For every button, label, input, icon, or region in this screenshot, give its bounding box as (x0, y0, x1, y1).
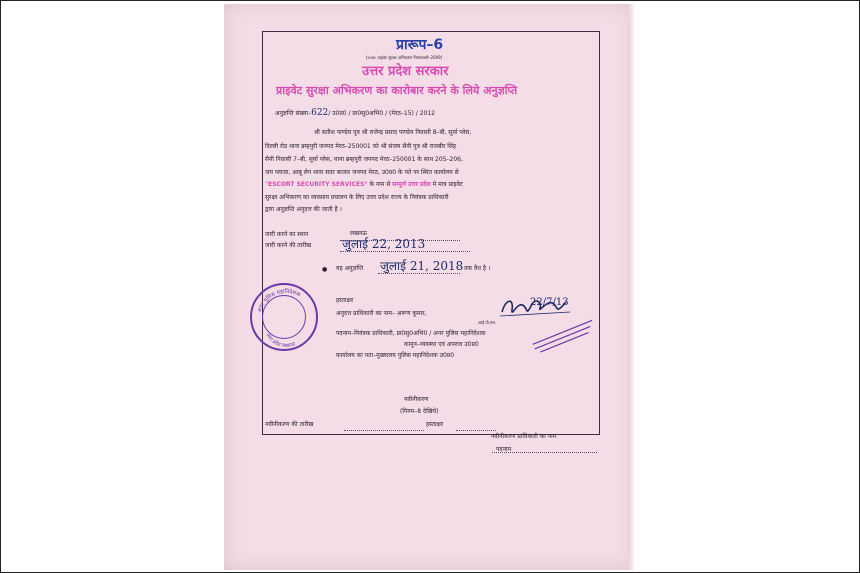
official-stamp (250, 283, 318, 351)
operating-area: सम्पूर्ण उत्तर प्रदेश (392, 181, 431, 188)
renewal-sign-line (456, 430, 496, 431)
renewal-date-line (344, 430, 424, 431)
issue-date-line (340, 251, 470, 252)
signature-label: हस्ताक्षर (336, 297, 354, 304)
body-line-3: सैनी निवासी 7–बी, सूर्या प्लेस, थाना ब्रम्हपुरी जनपद मेरठ–250001 के साथ 205–206, (265, 156, 463, 163)
body-line-2: दिल्ली रोड थाना ब्रम्हपुरी जनपद मेरठ–250001 को श्री संजय सैनी पुत्र श्री राजबीर सिंह (265, 143, 457, 150)
bullet-mark: ● (322, 266, 328, 273)
renewal-title: नवीनीकरण (404, 396, 429, 403)
authority-rank: आई.पी.एस. (478, 320, 497, 325)
form-title: प्रारूप–6 (396, 37, 444, 53)
rule-reference: (उ०प्र० प्राइवेट सुरक्षा अभिकरण नियमावली–2009) (366, 55, 443, 60)
renewal-rule: (नियम–8 देखिये) (400, 408, 439, 415)
issue-date-value: जुलाई 22, 2013 (342, 237, 426, 251)
license-suffix: / उ0प्र0 / प्रा0सु0अभि0 / (मेरठ–15) / 2012 (328, 110, 436, 117)
body-line-4: जय प्लाजा, आबू लेन थाना सदर बाजार जनपद मेरठ, उ0प्र0 के पते पर स्थित कार्यालय से (265, 169, 459, 176)
renewal-sign-label: हस्ताक्षर (426, 421, 444, 428)
validity-prefix: यह अनुज्ञप्ति (336, 265, 364, 272)
issue-place-value: लखनऊ (350, 230, 368, 237)
stamp-bottom-text: उत्तर प्रदेश लखनऊ (264, 332, 297, 350)
body-line-5 (265, 182, 463, 188)
renewal-post-label: पदनाम (496, 446, 512, 453)
license-prefix: अनुज्ञप्ति संख्या– (275, 110, 312, 117)
government-name: उत्तर प्रदेश सरकार (362, 64, 449, 79)
issue-date-label: जारी करने की तारीख (265, 242, 312, 249)
office-address: कार्यालय का पता–मुख्यालय पुलिस महानिदेशक उ0प्र0 (336, 352, 455, 359)
stamp-inner-ring (262, 295, 306, 339)
authority-post-1: पदनाम–नियंत्रक प्राधिकारी, प्रा0सु0अभि0 / अपर पुलिस महानिदेशक (336, 330, 486, 337)
renewal-authority-label: नवीनीकरण प्राधिकारी का नाम (491, 433, 557, 440)
license-number: 622 (311, 108, 329, 118)
designation-seal (522, 318, 606, 354)
renewal-date-label: नवीनीकरण की तारीख (265, 421, 314, 428)
authority-name: अनुदत्त प्राधिकारी का नाम– अरूण कुमार, (336, 310, 427, 317)
body-line-6: सुरक्षा अभिकरण का व्यवसाय प्रचालन के लिए उत्तर प्रदेश राज्य के नियंत्रक प्राधिकारी (265, 194, 449, 201)
body-line-5-end: मे मात्र प्राइवेट (430, 181, 463, 188)
stamp-top-text: अपर पुलिस महानिदेशक (256, 288, 302, 314)
license-number-line (275, 109, 435, 118)
body-line-5-mid: के नाम से (367, 181, 393, 188)
signature-date: 22/7/13 (530, 297, 569, 308)
page-edge (628, 4, 634, 570)
authority-post-2: कानून–व्यवस्था एवं अपराध उ0प्र0 (404, 341, 479, 348)
validity-line (378, 273, 460, 274)
validity-date: जुलाई 21, 2018 (380, 259, 464, 273)
license-heading: प्राइवेट सुरक्षा अभिकरण का कारोबार करने के लिये अनुज्ञप्ति (276, 84, 518, 97)
validity-suffix: तक वैध है । (464, 265, 491, 272)
body-line-7: द्वारा अनुज्ञप्ति अनुदत्त की जाती है । (265, 206, 342, 213)
issue-place-label: जारी करने का स्थान (265, 231, 309, 238)
agency-name: "ESCORT SECURITY SERVICES" (265, 181, 368, 188)
body-line-1: श्री सतीश पाण्डेय पुत्र श्री राजेन्द्र प्रसाद पाण्डेय निवासी 8–बी, सूर्या प्लेस, (314, 129, 472, 136)
